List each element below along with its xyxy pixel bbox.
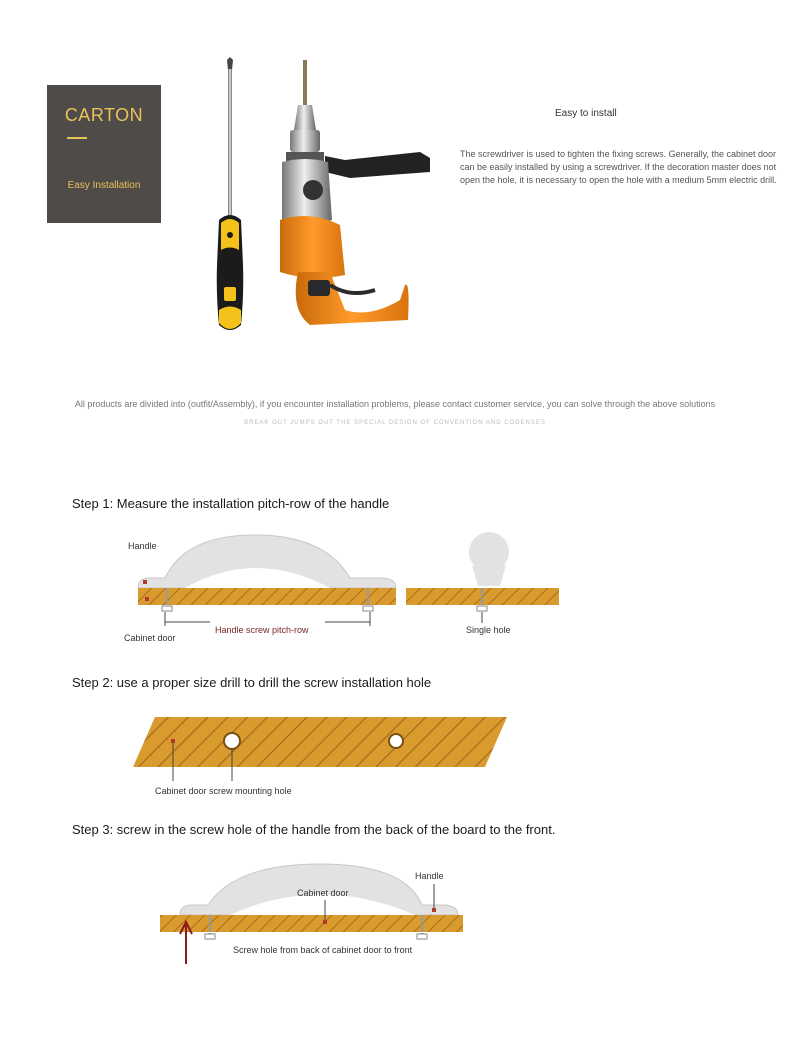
handle-label: Handle xyxy=(128,541,157,551)
pitch-row-label: Handle screw pitch-row xyxy=(215,625,309,635)
step3-cabinet-door-label: Cabinet door xyxy=(297,888,349,898)
step2-title: Step 2: use a proper size drill to drill the screw installation hole xyxy=(72,675,432,690)
single-hole-label: Single hole xyxy=(466,625,511,635)
carton-divider xyxy=(67,137,87,139)
install-heading: Easy to install xyxy=(555,108,617,119)
support-notice: All products are divided into (outfit/Assembly), if you encounter installation problems, please contact customer service, you can solve through the above solutions xyxy=(74,399,716,409)
step1-title: Step 1: Measure the installation pitch-row of the handle xyxy=(72,496,390,511)
screwdriver-icon xyxy=(205,55,255,335)
cabinet-door-label: Cabinet door xyxy=(124,633,176,643)
mounting-hole-caption: Cabinet door screw mounting hole xyxy=(155,786,292,796)
carton-badge xyxy=(47,85,161,223)
carton-subtitle: Easy Installation xyxy=(67,180,141,191)
step2-diagram xyxy=(130,715,510,785)
tagline: BREAK OUT JUMPS OUT THE SPECIAL DESIGN OF CONVENTION AND CODENSES xyxy=(244,420,546,426)
step3-title: Step 3: screw in the screw hole of the handle from the back of the board to the front. xyxy=(72,822,556,837)
electric-drill-icon xyxy=(270,60,440,330)
screw-hole-caption: Screw hole from back of cabinet door to front xyxy=(233,945,413,955)
install-description: The screwdriver is used to tighten the fixing screws. Generally, the cabinet door can be easily installed by using a screwdriver. If the decoration master does not open the hole, it is necessary to open the hole with a medium 5mm electric drill. xyxy=(460,149,777,185)
carton-title: CARTON xyxy=(64,105,144,125)
step3-handle-label: Handle xyxy=(415,871,444,881)
